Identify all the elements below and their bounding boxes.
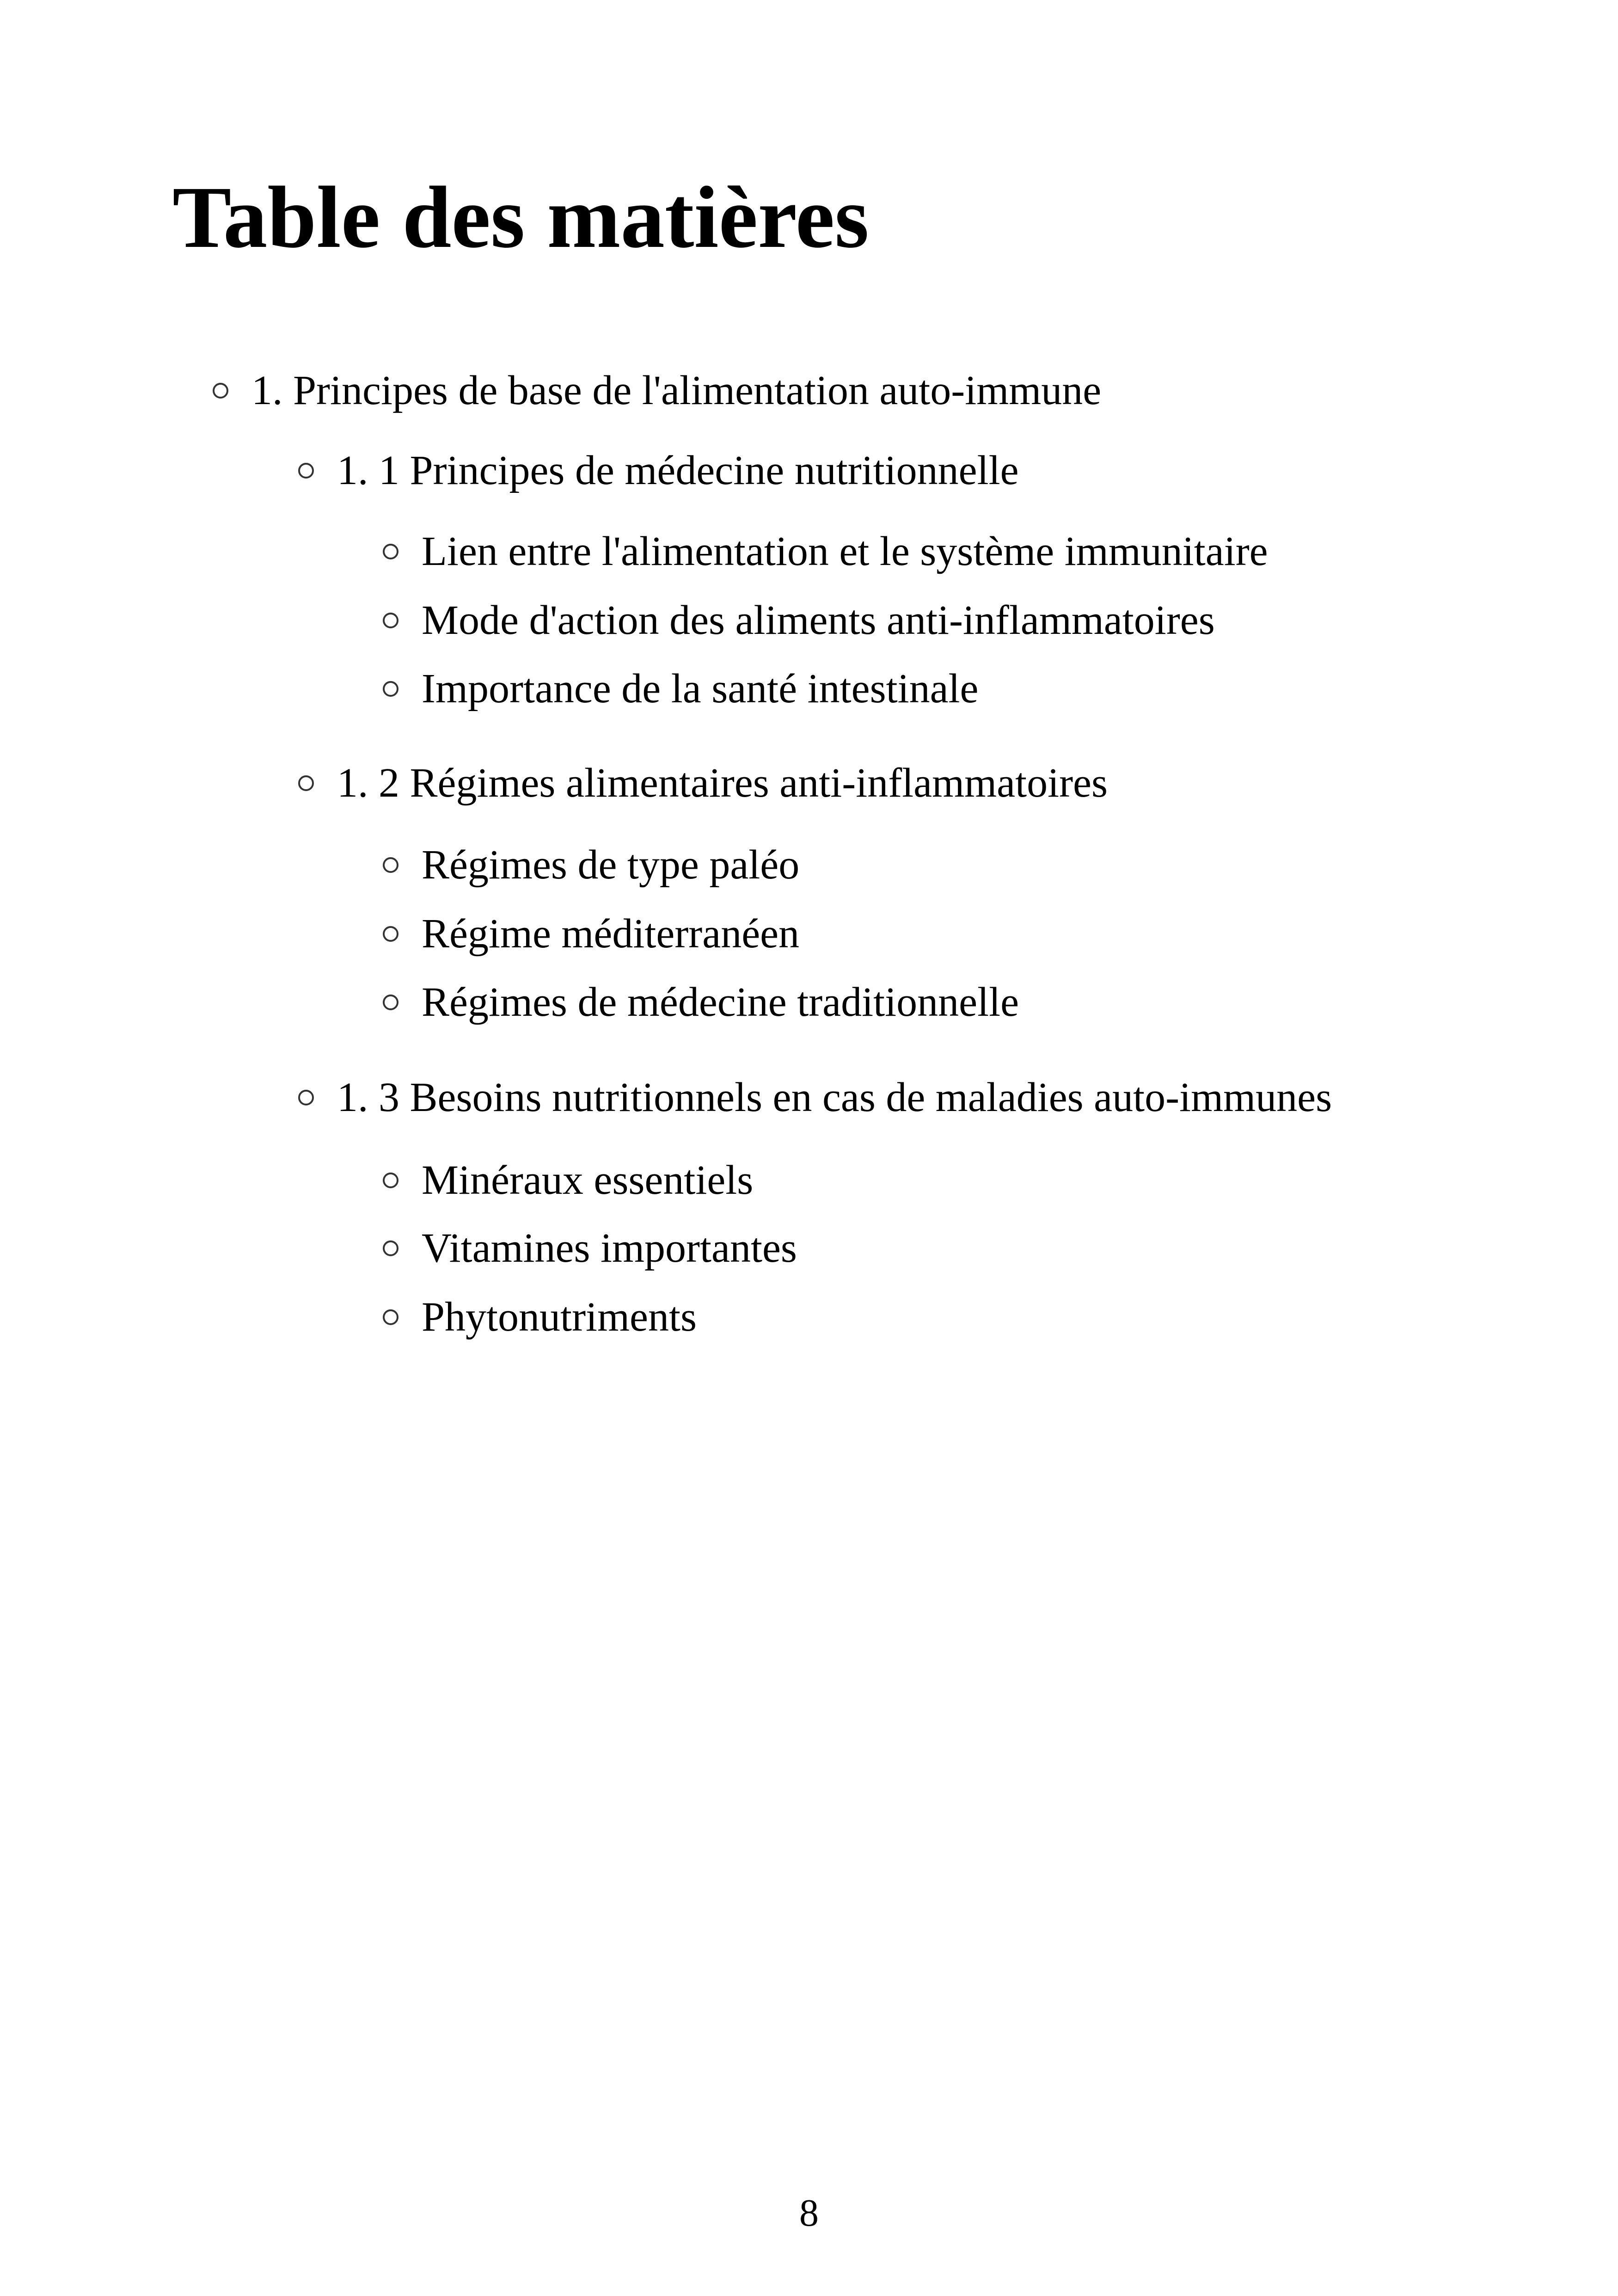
toc-entry-label: Mode d'action des aliments anti-inflammatoires (422, 597, 1215, 643)
toc-entry (383, 593, 1215, 648)
page-number: 8 (799, 2192, 819, 2235)
toc-entry (298, 755, 1108, 811)
toc-entry-label: Vitamines importantes (422, 1225, 797, 1271)
toc-entry (383, 1153, 753, 1208)
toc-entry (383, 661, 979, 717)
toc-entry-label: Régimes de type paléo (422, 842, 800, 888)
circle-bullet-icon (298, 775, 314, 791)
circle-bullet-icon (383, 1309, 398, 1325)
circle-bullet-icon (383, 544, 398, 559)
toc-entry (383, 1221, 797, 1276)
toc-entry-label: 1. 1 Principes de médecine nutritionnelle (337, 448, 1019, 493)
circle-bullet-icon (383, 995, 398, 1010)
toc-entry-label: Régimes de médecine traditionnelle (422, 979, 1019, 1025)
toc-entry (298, 443, 1019, 498)
page-title: Table des matières (172, 169, 869, 266)
toc-entry-label: 1. 3 Besoins nutritionnels en cas de maladies auto-immunes (337, 1074, 1332, 1120)
toc-entry-label: Phytonutriments (422, 1294, 697, 1340)
circle-bullet-icon (213, 383, 228, 399)
circle-bullet-icon (298, 1090, 314, 1105)
toc-entry (383, 975, 1019, 1030)
toc-entry (383, 906, 799, 962)
toc-entry-label: Minéraux essentiels (422, 1157, 754, 1203)
circle-bullet-icon (383, 1240, 398, 1256)
toc-entry-label: Importance de la santé intestinale (422, 666, 979, 712)
toc-entry-label: Régime méditerranéen (422, 911, 800, 957)
circle-bullet-icon (383, 613, 398, 628)
toc-entry-label: 1. 2 Régimes alimentaires anti-inflammatoires (337, 760, 1108, 806)
circle-bullet-icon (383, 926, 398, 942)
circle-bullet-icon (383, 857, 398, 873)
toc-entry-label: 1. Principes de base de l'alimentation auto-immune (251, 368, 1102, 413)
toc-entry (383, 1289, 697, 1345)
circle-bullet-icon (383, 681, 398, 697)
toc-entry (298, 1070, 1332, 1125)
toc-entry (383, 837, 799, 893)
circle-bullet-icon (298, 463, 314, 479)
circle-bullet-icon (383, 1173, 398, 1188)
toc-entry (213, 363, 1101, 418)
toc-entry (383, 524, 1268, 579)
toc-entry-label: Lien entre l'alimentation et le système immunitaire (422, 528, 1268, 574)
